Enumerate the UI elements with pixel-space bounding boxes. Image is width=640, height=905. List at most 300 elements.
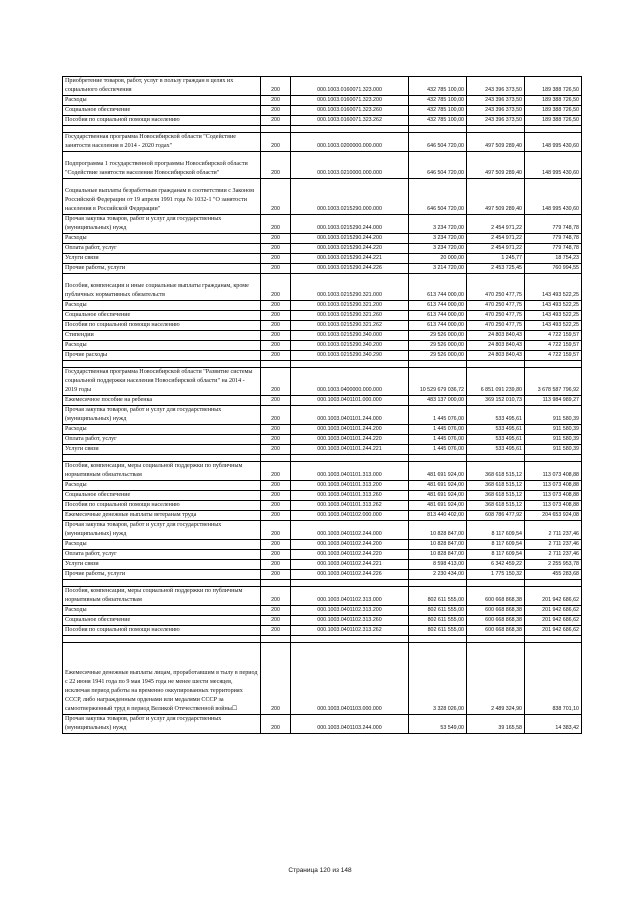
row-executed-cell: 470 250 477,75 [467,311,525,321]
table-row [63,396,582,406]
row-approved-cell [409,580,467,587]
row-executed-cell: 600 668 868,38 [467,606,525,616]
row-name-cell: Пособия по социальной помощи населению [63,116,261,126]
row-classification-cell: 000.1003.0401102.244.220 [291,550,409,560]
row-approved-cell: 1 445 076,00 [409,425,467,435]
row-code-cell: 200 [261,254,291,264]
row-executed-cell: 2 453 725,45 [467,264,525,274]
row-code-cell: 200 [261,560,291,570]
row-name-cell: Расходы [63,425,261,435]
row-remaining-cell: 113 073 408,88 [525,491,582,501]
row-approved-cell: 613 744 000,00 [409,301,467,311]
row-approved-cell: 802 611 555,00 [409,606,467,616]
row-classification-cell [291,636,409,643]
row-classification-cell: 000.1003.0401102.000.000 [291,511,409,521]
row-executed-cell: 600 668 868,38 [467,626,525,636]
row-classification-cell [291,361,409,368]
row-code-cell: 200 [261,274,291,301]
table-row [63,331,582,341]
table-row [63,341,582,351]
row-name-cell: Прочая закупка товаров, работ и услуг для государственных (муниципальных) нужд [63,715,261,734]
row-name-cell: Расходы [63,481,261,491]
row-approved-cell: 3 328 026,00 [409,643,467,715]
row-name-cell: Социальное обеспечение [63,616,261,626]
row-remaining-cell: 779 748,78 [525,234,582,244]
table-spacer-row [63,361,582,368]
row-classification-cell: 000.1003.0215290.000.000 [291,179,409,215]
table-body [63,77,582,734]
table-row [63,152,582,179]
row-approved-cell [409,361,467,368]
row-name-cell: Расходы [63,540,261,550]
row-remaining-cell: 143 493 522,25 [525,311,582,321]
row-code-cell: 200 [261,462,291,481]
row-code-cell: 200 [261,626,291,636]
row-code-cell: 200 [261,368,291,396]
row-classification-cell: 000.1003.0401102.313.262 [291,626,409,636]
row-classification-cell: 000.1003.0401102.313.000 [291,587,409,606]
table-row [63,425,582,435]
row-classification-cell: 000.1003.0160071.323.262 [291,116,409,126]
row-classification-cell: 000.1003.0215290.244.000 [291,215,409,234]
row-classification-cell: 000.1003.0401102.244.226 [291,570,409,580]
row-executed-cell: 6 851 091 239,80 [467,368,525,396]
row-remaining-cell: 2 255 953,78 [525,560,582,570]
row-remaining-cell: 113 073 408,88 [525,501,582,511]
row-executed-cell: 2 489 324,90 [467,643,525,715]
row-code-cell: 200 [261,587,291,606]
table-row [63,215,582,234]
row-remaining-cell: 113 073 408,88 [525,462,582,481]
table-row [63,616,582,626]
row-code-cell: 200 [261,133,291,152]
row-classification-cell: 000.1003.0401101.244.221 [291,445,409,455]
page-number: Страница 120 из 148 [288,867,352,874]
row-classification-cell: 000.1003.0401101.000.000 [291,396,409,406]
row-remaining-cell: 201 942 686,62 [525,606,582,616]
row-name-cell: Социальное обеспечение [63,491,261,501]
row-executed-cell: 24 803 840,43 [467,331,525,341]
table-row [63,311,582,321]
row-classification-cell: 000.1003.0215290.244.226 [291,264,409,274]
table-row [63,445,582,455]
row-remaining-cell: 779 748,78 [525,244,582,254]
row-executed-cell: 39 165,58 [467,715,525,734]
row-code-cell: 200 [261,311,291,321]
row-name-cell: Пособия по социальной помощи населению [63,626,261,636]
table-row [63,77,582,96]
row-executed-cell: 497 509 289,40 [467,152,525,179]
row-remaining-cell [525,361,582,368]
row-approved-cell: 8 598 413,00 [409,560,467,570]
row-executed-cell: 533 495,61 [467,406,525,425]
row-approved-cell: 10 828 847,00 [409,550,467,560]
row-approved-cell: 613 744 000,00 [409,321,467,331]
row-code-cell: 200 [261,715,291,734]
budget-execution-table [62,76,582,734]
row-executed-cell: 24 803 840,43 [467,351,525,361]
row-executed-cell: 2 454 971,22 [467,244,525,254]
row-remaining-cell: 4 722 159,57 [525,341,582,351]
row-remaining-cell: 779 748,78 [525,215,582,234]
row-executed-cell: 497 509 289,40 [467,133,525,152]
row-executed-cell: 470 250 477,75 [467,301,525,311]
row-executed-cell: 533 495,61 [467,435,525,445]
row-code-cell: 200 [261,116,291,126]
row-name-cell: Услуги связи [63,445,261,455]
row-remaining-cell: 18 754,23 [525,254,582,264]
row-executed-cell [467,361,525,368]
row-name-cell: Прочие работы, услуги [63,264,261,274]
row-classification-cell: 000.1003.0210000.000.000 [291,152,409,179]
row-classification-cell: 000.1003.0400000.000.000 [291,368,409,396]
row-classification-cell: 000.1003.0401102.313.200 [291,606,409,616]
row-executed-cell: 368 618 515,12 [467,481,525,491]
row-approved-cell: 481 691 924,00 [409,501,467,511]
row-classification-cell: 000.1003.0401101.313.000 [291,462,409,481]
row-executed-cell: 1 775 150,32 [467,570,525,580]
row-classification-cell: 000.1003.0215290.244.221 [291,254,409,264]
table-row [63,406,582,425]
row-approved-cell: 813 440 402,00 [409,511,467,521]
row-remaining-cell: 201 942 686,62 [525,616,582,626]
table-row [63,462,582,481]
row-approved-cell: 29 526 000,00 [409,351,467,361]
row-approved-cell: 481 691 924,00 [409,462,467,481]
row-remaining-cell: 143 493 522,25 [525,274,582,301]
row-executed-cell: 600 668 868,38 [467,587,525,606]
row-approved-cell: 646 504 720,00 [409,133,467,152]
row-name-cell: Прочая закупка товаров, работ и услуг для государственных (муниципальных) нужд [63,215,261,234]
row-classification-cell: 000.1003.0200000.000.000 [291,133,409,152]
row-approved-cell [409,126,467,133]
table-row [63,179,582,215]
row-code-cell: 200 [261,606,291,616]
row-remaining-cell: 911 580,39 [525,445,582,455]
row-executed-cell: 243 396 373,50 [467,77,525,96]
row-classification-cell: 000.1003.0160071.323.200 [291,96,409,106]
row-code-cell: 200 [261,77,291,96]
table-row [63,643,582,715]
row-code-cell: 200 [261,301,291,311]
row-name-cell: Расходы [63,341,261,351]
row-code-cell: 200 [261,331,291,341]
row-classification-cell: 000.1003.0401101.313.260 [291,491,409,501]
row-remaining-cell [525,455,582,462]
row-approved-cell: 802 611 555,00 [409,587,467,606]
row-code-cell: 200 [261,570,291,580]
row-name-cell: Расходы [63,301,261,311]
row-classification-cell: 000.1003.0215290.340.290 [291,351,409,361]
row-remaining-cell: 113 073 408,88 [525,481,582,491]
row-code-cell: 200 [261,234,291,244]
row-executed-cell: 8 117 609,54 [467,540,525,550]
row-code-cell: 200 [261,264,291,274]
table-spacer-row [63,580,582,587]
row-approved-cell: 481 691 924,00 [409,491,467,501]
row-remaining-cell: 911 580,39 [525,435,582,445]
row-approved-cell: 432 785 100,00 [409,116,467,126]
table-row [63,501,582,511]
row-code-cell: 200 [261,491,291,501]
row-executed-cell: 24 803 840,43 [467,341,525,351]
row-name-cell: Услуги связи [63,254,261,264]
row-executed-cell: 243 396 373,50 [467,116,525,126]
table-row [63,321,582,331]
row-executed-cell: 2 454 971,22 [467,234,525,244]
row-approved-cell: 29 526 000,00 [409,341,467,351]
row-name-cell: Ежемесячные денежные выплаты ветеранам труда [63,511,261,521]
table-row [63,254,582,264]
row-code-cell: 200 [261,501,291,511]
row-name-cell: Ежемесячные денежные выплаты лицам, проработавшим в тылу в период с 22 июня 1941 года по 9 мая 1945 года не менее шести месяцев, исключая период работы на временно оккупированных территориях СССР, либо награжденным орденами или медалями СССР за самоотверженный труд в период Великой Отечественной войны☐ [63,643,261,715]
row-name-cell: Прочие расходы [63,351,261,361]
table-row [63,116,582,126]
row-executed-cell: 243 396 373,50 [467,96,525,106]
row-classification-cell: 000.1003.0401101.313.262 [291,501,409,511]
row-approved-cell: 53 549,00 [409,715,467,734]
row-classification-cell: 000.1003.0401103.000.000 [291,643,409,715]
row-name-cell: Пособия, компенсации, меры социальной поддержки по публичным нормативным обязательствам [63,587,261,606]
table-spacer-row [63,455,582,462]
row-classification-cell: 000.1003.0401101.244.200 [291,425,409,435]
row-executed-cell: 470 250 477,75 [467,274,525,301]
row-name-cell: Прочие работы, услуги [63,570,261,580]
row-code-cell: 200 [261,550,291,560]
row-code-cell: 200 [261,435,291,445]
row-classification-cell: 000.1003.0401102.244.000 [291,521,409,540]
row-remaining-cell: 2 711 237,46 [525,550,582,560]
row-classification-cell: 000.1003.0215290.321.000 [291,274,409,301]
row-approved-cell: 3 234 720,00 [409,215,467,234]
row-code-cell: 200 [261,521,291,540]
row-remaining-cell: 2 711 237,46 [525,521,582,540]
row-approved-cell: 802 611 555,00 [409,626,467,636]
row-executed-cell: 8 117 609,54 [467,550,525,560]
row-remaining-cell [525,126,582,133]
row-approved-cell: 20 000,00 [409,254,467,264]
row-name-cell: Услуги связи [63,560,261,570]
row-name-cell: Прочая закупка товаров, работ и услуг для государственных (муниципальных) нужд [63,406,261,425]
row-name-cell: Оплата работ, услуг [63,550,261,560]
table-row [63,264,582,274]
row-remaining-cell: 143 493 522,25 [525,321,582,331]
row-approved-cell: 646 504 720,00 [409,152,467,179]
row-approved-cell: 3 234 720,00 [409,234,467,244]
row-remaining-cell: 3 678 587 796,92 [525,368,582,396]
row-remaining-cell: 189 388 726,50 [525,106,582,116]
row-name-cell: Стипендии [63,331,261,341]
row-code-cell: 200 [261,406,291,425]
table-row [63,244,582,254]
row-approved-cell: 483 137 000,00 [409,396,467,406]
table-row [63,587,582,606]
row-classification-cell [291,455,409,462]
row-approved-cell: 613 744 000,00 [409,274,467,301]
row-classification-cell [291,580,409,587]
table-row [63,715,582,734]
table-row [63,368,582,396]
row-remaining-cell: 148 995 430,60 [525,179,582,215]
row-approved-cell: 10 529 679 036,72 [409,368,467,396]
row-classification-cell: 000.1003.0215290.244.200 [291,234,409,244]
row-remaining-cell: 911 580,39 [525,425,582,435]
row-executed-cell: 2 454 971,22 [467,215,525,234]
row-name-cell: Расходы [63,234,261,244]
row-approved-cell: 613 744 000,00 [409,311,467,321]
row-remaining-cell: 189 388 726,50 [525,116,582,126]
row-remaining-cell: 4 722 159,57 [525,331,582,341]
row-executed-cell: 497 509 289,40 [467,179,525,215]
row-executed-cell: 6 342 459,22 [467,560,525,570]
row-classification-cell: 000.1003.0215290.321.260 [291,311,409,321]
row-code-cell: 200 [261,396,291,406]
row-executed-cell: 470 250 477,75 [467,321,525,331]
row-remaining-cell: 4 722 159,57 [525,351,582,361]
row-executed-cell [467,636,525,643]
row-name-cell: Расходы [63,96,261,106]
row-executed-cell: 369 152 010,73 [467,396,525,406]
row-approved-cell: 3 234 720,00 [409,244,467,254]
row-classification-cell: 000.1003.0401102.313.260 [291,616,409,626]
row-approved-cell: 432 785 100,00 [409,96,467,106]
row-name-cell [63,126,261,133]
row-code-cell: 200 [261,643,291,715]
row-remaining-cell: 143 493 522,25 [525,301,582,311]
row-code-cell: 200 [261,152,291,179]
row-name-cell: Приобретение товаров, работ, услуг в пользу граждан в целях их социального обеспечения [63,77,261,96]
row-remaining-cell: 189 388 726,50 [525,77,582,96]
row-code-cell: 200 [261,341,291,351]
row-approved-cell: 481 691 924,00 [409,481,467,491]
row-code-cell: 200 [261,215,291,234]
row-name-cell [63,361,261,368]
row-code-cell [261,361,291,368]
row-approved-cell: 3 214 720,00 [409,264,467,274]
row-remaining-cell: 113 984 989,27 [525,396,582,406]
row-remaining-cell [525,636,582,643]
row-executed-cell: 243 396 373,50 [467,106,525,116]
row-name-cell: Ежемесячное пособие на ребенка [63,396,261,406]
row-approved-cell: 646 504 720,00 [409,179,467,215]
row-executed-cell: 368 618 515,12 [467,501,525,511]
row-approved-cell: 10 828 847,00 [409,540,467,550]
row-approved-cell: 29 526 000,00 [409,331,467,341]
row-executed-cell: 8 117 609,54 [467,521,525,540]
row-name-cell: Государственная программа Новосибирской области "Развитие системы социальной поддержки населения Новосибирской области" на 2014 - 2019 годы [63,368,261,396]
row-name-cell: Социальные выплаты безработным гражданам в соответствии с Законом Российской Федерации от 19 апреля 1991 года № 1032-1 "О занятости населения в Российской Федерации" [63,179,261,215]
row-executed-cell [467,455,525,462]
table-row [63,570,582,580]
table-row [63,435,582,445]
row-name-cell: Государственная программа Новосибирской области "Содействие занятости населения в 2014 - 2020 годах" [63,133,261,152]
row-executed-cell: 533 495,61 [467,425,525,435]
row-classification-cell: 000.1003.0215290.340.200 [291,341,409,351]
row-executed-cell: 600 668 868,38 [467,616,525,626]
row-name-cell [63,580,261,587]
row-remaining-cell [525,580,582,587]
row-code-cell: 200 [261,511,291,521]
row-classification-cell: 000.1003.0215290.340.000 [291,331,409,341]
row-code-cell [261,636,291,643]
row-remaining-cell: 2 711 237,46 [525,540,582,550]
row-executed-cell: 533 495,61 [467,445,525,455]
row-remaining-cell: 201 942 686,62 [525,626,582,636]
row-name-cell: Социальное обеспечение [63,106,261,116]
row-executed-cell [467,580,525,587]
row-remaining-cell: 14 383,42 [525,715,582,734]
row-name-cell: Оплата работ, услуг [63,435,261,445]
table-row [63,540,582,550]
table-row [63,106,582,116]
row-classification-cell: 000.1003.0401102.244.221 [291,560,409,570]
row-code-cell: 200 [261,106,291,116]
row-code-cell: 200 [261,179,291,215]
row-executed-cell: 1 245,77 [467,254,525,264]
row-remaining-cell: 838 701,10 [525,643,582,715]
table-row [63,274,582,301]
row-remaining-cell: 760 994,55 [525,264,582,274]
row-remaining-cell: 455 283,68 [525,570,582,580]
row-approved-cell [409,636,467,643]
row-remaining-cell: 204 653 924,08 [525,511,582,521]
row-classification-cell: 000.1003.0401101.244.000 [291,406,409,425]
row-name-cell: Пособия по социальной помощи населению [63,501,261,511]
row-executed-cell: 368 618 515,12 [467,462,525,481]
row-classification-cell: 000.1003.0401101.313.200 [291,481,409,491]
row-approved-cell [409,455,467,462]
row-classification-cell: 000.1003.0401103.244.000 [291,715,409,734]
row-remaining-cell: 201 942 686,62 [525,587,582,606]
row-approved-cell: 2 230 434,00 [409,570,467,580]
row-name-cell: Пособия, компенсации и иные социальные выплаты гражданам, кроме публичных нормативных обязательств [63,274,261,301]
row-classification-cell: 000.1003.0401102.244.200 [291,540,409,550]
row-approved-cell: 432 785 100,00 [409,106,467,116]
row-classification-cell: 000.1003.0215290.321.262 [291,321,409,331]
row-classification-cell: 000.1003.0215290.321.200 [291,301,409,311]
row-name-cell: Подпрограмма 1 государственной программы Новосибирской области "Содействие занятости населения Новосибирской области" [63,152,261,179]
row-name-cell [63,455,261,462]
table-spacer-row [63,636,582,643]
row-code-cell [261,455,291,462]
row-approved-cell: 1 445 076,00 [409,435,467,445]
table-row [63,491,582,501]
row-classification-cell: 000.1003.0401101.244.220 [291,435,409,445]
table-row [63,521,582,540]
table-row [63,560,582,570]
row-executed-cell: 368 618 515,12 [467,491,525,501]
row-code-cell: 200 [261,351,291,361]
row-approved-cell: 1 445 076,00 [409,445,467,455]
row-remaining-cell: 148 995 430,60 [525,133,582,152]
table-spacer-row [63,126,582,133]
table-row [63,133,582,152]
row-code-cell: 200 [261,321,291,331]
row-classification-cell: 000.1003.0215290.244.220 [291,244,409,254]
row-code-cell: 200 [261,540,291,550]
row-code-cell: 200 [261,616,291,626]
table-row [63,301,582,311]
row-code-cell: 200 [261,244,291,254]
row-classification-cell: 000.1003.0160071.323.260 [291,106,409,116]
row-approved-cell: 1 445 076,00 [409,406,467,425]
row-name-cell: Пособия, компенсации, меры социальной поддержки по публичным нормативным обязательствам [63,462,261,481]
row-executed-cell: 608 786 477,92 [467,511,525,521]
row-approved-cell: 432 785 100,00 [409,77,467,96]
row-remaining-cell: 148 995 430,60 [525,152,582,179]
row-remaining-cell: 189 388 726,50 [525,96,582,106]
table-row [63,626,582,636]
